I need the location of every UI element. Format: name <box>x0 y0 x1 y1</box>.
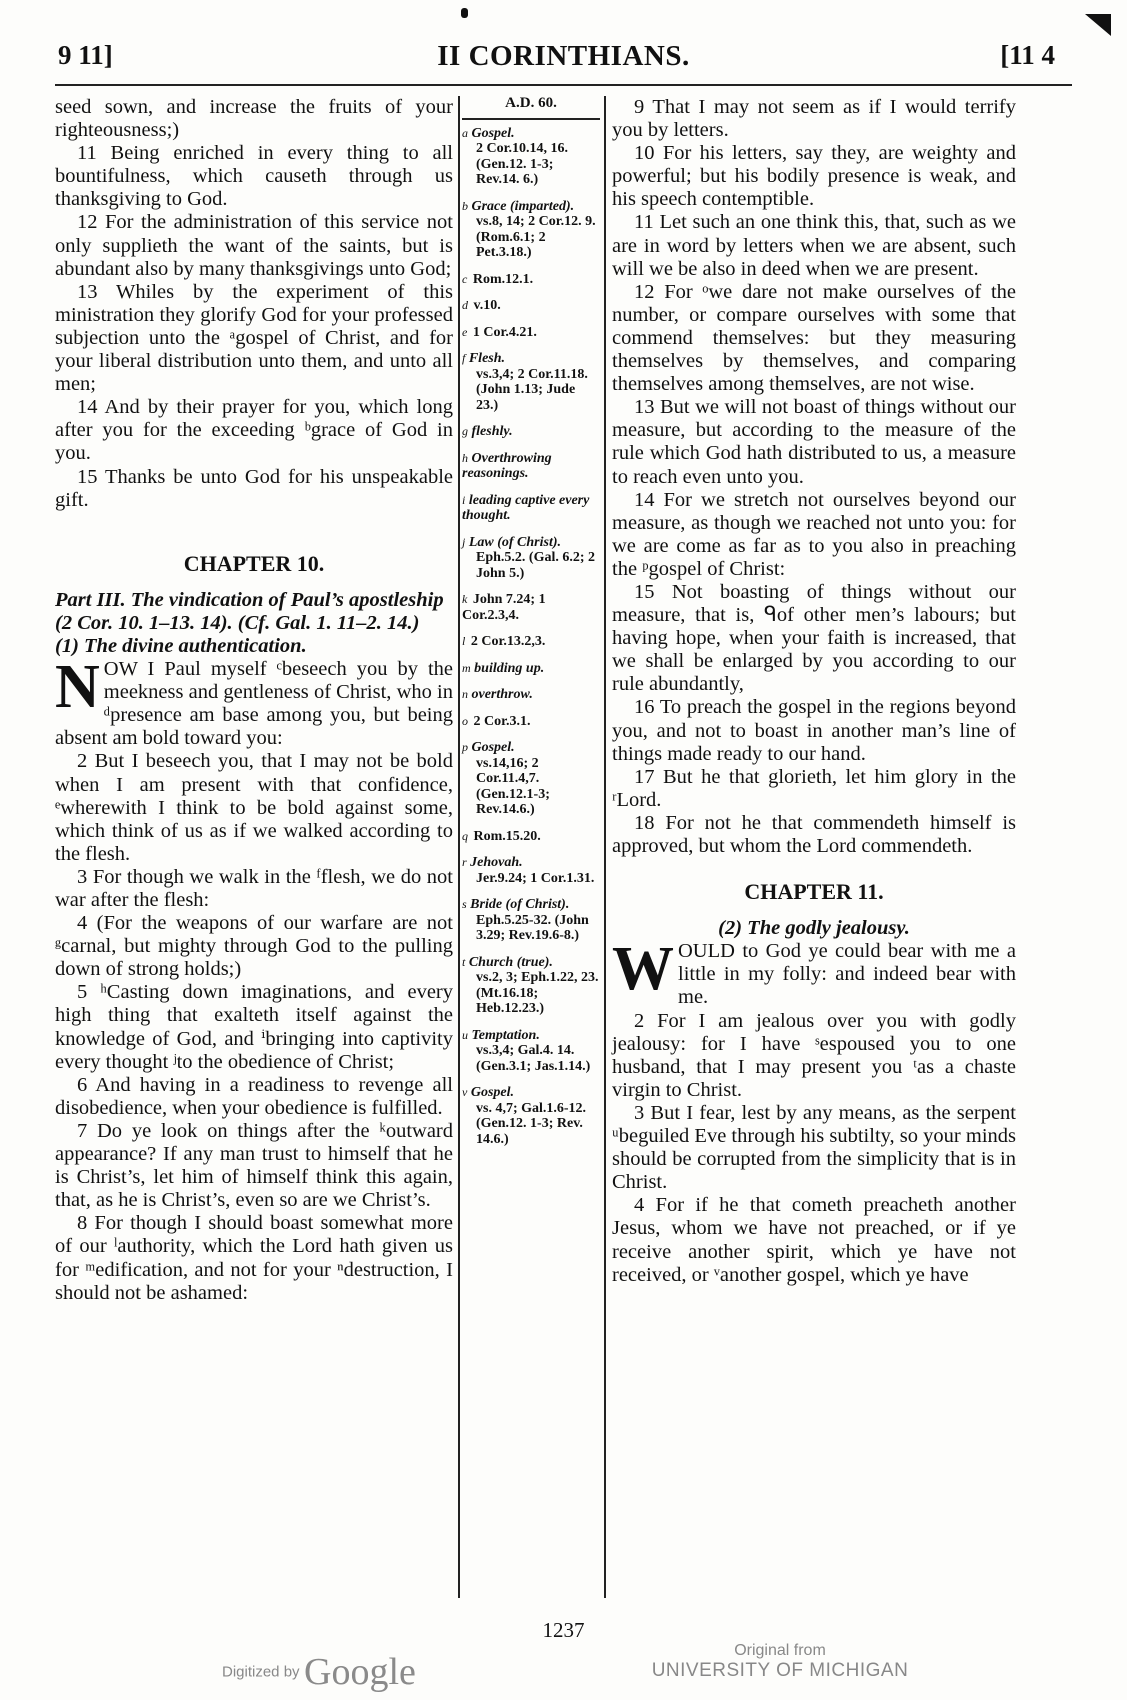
notes-list <box>462 126 600 1148</box>
note-key: b <box>462 198 468 213</box>
margin-note <box>462 714 600 730</box>
margin-note <box>462 325 600 341</box>
note-title: overthrow. <box>471 687 533 702</box>
note-refs: Jer.9.24; 1 Cor.1.31. <box>476 870 595 886</box>
note-key: g <box>462 424 468 438</box>
note-title: leading captive every thought. <box>462 492 590 523</box>
note-key: f <box>462 351 466 365</box>
digitized-by-label: Digitized by <box>222 1663 300 1681</box>
date-label: A.D. 60. <box>462 96 600 120</box>
note-key: d <box>462 298 468 312</box>
verse: 11 Being enriched in every thing to all bountifulness, which causeth through us thanksgiving to God. <box>55 142 453 211</box>
google-logo: Google <box>304 1651 416 1693</box>
verse: 2 But I beseech you, that I may not be bold when I am present with that confidence, ᵉwherewith I think to be bold against some, which think of us as if we walked according to the flesh. <box>55 750 453 865</box>
verse: 15 Not boasting of things without our measure, that is, ᑫof other men’s labours; but having hope, when your faith is increased, that we shall be enlarged by you according to our rule abundantly, <box>612 580 1016 696</box>
ink-mark <box>461 8 468 18</box>
note-title: Jehovah. <box>470 855 523 870</box>
note-key: a <box>462 125 468 140</box>
verse: 3 For though we walk in the ᶠflesh, we do not war after the flesh: <box>55 865 453 911</box>
verse: 14 And by their prayer for you, which long after you for the exceeding ᵇgrace of God in you. <box>55 396 453 465</box>
margin-note <box>462 351 600 413</box>
margin-note <box>462 199 600 261</box>
margin-note <box>462 424 600 440</box>
note-title: Law (of Christ). <box>468 534 562 550</box>
header-right: [11 4 <box>1000 40 1055 70</box>
margin-note <box>462 897 600 944</box>
note-refs: Eph.5.2. (Gal. 6.2; 2 John 5.) <box>476 550 596 581</box>
note-refs: John 7.24; 1 Cor.2.3,4. <box>462 592 546 623</box>
verse: 9 That I may not seem as if I would terrify you by letters. <box>612 96 1016 142</box>
left-column <box>55 96 453 1305</box>
margin-note <box>462 955 600 1017</box>
note-key: i <box>462 492 466 507</box>
verse: 10 For his letters, say they, are weighty and powerful; but his bodily presence is weak, and his speech contemptible. <box>612 142 1016 211</box>
verse: 12 For ᵒwe dare not make ourselves of the number, or compare ourselves with some that commend themselves: but they measuring themselves by themselves, and comparing themselves among themselves, are not wise. <box>612 280 1016 396</box>
note-title: fleshly. <box>471 424 513 439</box>
note-title: Grace (imparted). <box>471 198 575 214</box>
verse: 15 Thanks be unto God for his unspeakable gift. <box>55 465 453 511</box>
note-key: n <box>462 687 468 701</box>
note-refs: v.10. <box>473 298 501 313</box>
section-heading <box>55 635 453 658</box>
running-header <box>0 40 1127 80</box>
margin-note <box>462 829 600 845</box>
verse-line: seed sown, and increase the fruits of your righteousness;) <box>55 96 453 142</box>
note-title: Flesh. <box>468 351 506 366</box>
margin-note <box>462 661 600 677</box>
note-key: c <box>462 271 468 286</box>
verse: 17 But he that glorieth, let him glory in the ʳLord. <box>612 765 1016 811</box>
margin-note <box>462 126 600 188</box>
margin-note <box>462 451 600 482</box>
note-title: building up. <box>474 660 545 676</box>
verse: 8 For though I should boast somewhat more of our ˡauthority, which the Lord hath given us for ᵐedification, and not for your ⁿdestruction, I should not be ashamed: <box>55 1212 453 1304</box>
first-paragraph-text: OW I Paul myself ᶜbeseech you by the meekness and gentleness of Christ, who in ᵈpresence am base among you, but being absent am bold toward you: <box>55 658 453 750</box>
note-title: Gospel. <box>471 740 515 755</box>
verse: 18 For not he that commendeth himself is approved, but whom the Lord commendeth. <box>612 811 1016 857</box>
source-watermark <box>650 1642 910 1682</box>
digitized-by-watermark <box>222 1650 416 1694</box>
verse: 16 To preach the gospel in the regions beyond you, and not to boast in another man’s line of things made ready to our hand. <box>612 696 1016 765</box>
first-paragraph-text: OULD to God ye could bear with me a little in my folly: and indeed bear with me. <box>678 940 1016 1009</box>
verse: 11 Let such an one think this, that, such as we are in word by letters when we are absent, such will we be also in deed when we are present. <box>612 211 1016 280</box>
note-key: u <box>462 1027 468 1042</box>
note-refs: vs.3,4; Gal.4. 14. (Gen.3.1; Jas.1.14.) <box>476 1043 591 1074</box>
note-key: o <box>462 713 468 728</box>
margin-note <box>462 855 600 886</box>
margin-note <box>462 493 600 524</box>
note-key: r <box>462 855 467 869</box>
note-title: Church (true). <box>468 954 553 970</box>
note-refs: vs.14,16; 2 Cor.11.4,7. (Gen.12.1-3; Rev.14.6.) <box>476 755 550 817</box>
verse: 7 Do ye look on things after the ᵏoutward appearance? If any man trust to himself that he is Christ’s, let him of himself think this again, that, as he is Christ’s, even so are we Christ’s. <box>55 1119 453 1212</box>
corner-triangle-icon <box>1085 14 1111 36</box>
original-from-label: Original from <box>734 1642 826 1659</box>
margin-note <box>462 272 600 288</box>
margin-note <box>462 740 600 818</box>
chapter-heading: CHAPTER 11. <box>744 879 884 905</box>
note-refs: 1 Cor.4.21. <box>472 324 537 340</box>
note-refs: vs.8, 14; 2 Cor.12. 9. (Rom.6.1; 2 Pet.3.18.) <box>476 214 596 260</box>
column-divider-right <box>604 96 606 1598</box>
note-refs: 2 Cor.10.14, 16. (Gen.12. 1-3; Rev.14. 6.) <box>476 141 569 187</box>
verse: 2 For I am jealous over you with godly jealousy: for I have ˢespoused you to one husband, that I may present you ᵗas a chaste virgin to Christ. <box>612 1009 1016 1101</box>
note-key: h <box>462 450 468 465</box>
university-label: UNIVERSITY OF MICHIGAN <box>651 1660 909 1681</box>
margin-note <box>462 1028 600 1075</box>
note-key: s <box>462 897 467 911</box>
right-column <box>612 96 1016 1287</box>
note-key: p <box>462 740 468 754</box>
drop-cap: W <box>612 935 674 1004</box>
part-heading: Part III. The vindication of Paul’s apostleship (2 Cor. 10. 1–13. 14). (Cf. Gal. 1. 11–2. 14.) <box>55 588 444 634</box>
page-number: 1237 <box>542 1618 585 1642</box>
note-title: Overthrowing reasonings. <box>462 450 552 481</box>
drop-cap: N <box>55 653 100 722</box>
note-refs: 2 Cor.3.1. <box>473 713 531 729</box>
note-key: t <box>462 954 466 969</box>
verse: 4 For if he that cometh preacheth another Jesus, whom we have not preached, or if ye receive another spirit, which ye have not received, or ᵛanother gospel, which ye have <box>612 1194 1016 1286</box>
verse: 4 (For the weapons of our warfare are not ᵍcarnal, but mighty through God to the pulling down of strong holds;) <box>55 912 453 981</box>
note-refs: vs.2, 3; Eph.1.22, 23.(Mt.16.18; Heb.12.23.) <box>476 970 599 1016</box>
margin-notes <box>462 96 600 1158</box>
note-key: v <box>462 1085 468 1099</box>
verse: 3 But I fear, lest by any means, as the serpent ᵘbeguiled Eve through his subtilty, so your minds should be corrupted from the simplicity that is in Christ. <box>612 1101 1016 1194</box>
margin-note <box>462 298 600 314</box>
note-refs: Eph.5.25-32. (John 3.29; Rev.19.6-8.) <box>476 912 589 943</box>
note-title: Bride (of Christ). <box>470 897 570 912</box>
note-key: m <box>462 660 471 675</box>
note-refs: vs.3,4; 2 Cor.11.18. (John 1.13; Jude 23.) <box>476 366 588 413</box>
verse: 13 Whiles by the experiment of this ministration they glorify God for your professed subjection unto the ᵃgospel of Christ, and for your liberal distribution unto them, and unto all men; <box>55 280 453 396</box>
first-paragraph <box>612 935 1016 1009</box>
header-rule <box>55 84 1072 86</box>
verse: 12 For the administration of this service not only supplieth the want of the saints, but is abundant also by many thanksgivings unto God; <box>55 211 453 280</box>
note-title: Gospel. <box>470 1085 514 1100</box>
note-refs: vs. 4,7; Gal.1.6-12. (Gen.12. 1-3; Rev. 14.6.) <box>476 1100 587 1147</box>
note-key: e <box>462 324 468 339</box>
note-title: Gospel. <box>471 125 515 141</box>
chapter-heading: CHAPTER 10. <box>183 550 325 576</box>
note-refs: Rom.15.20. <box>473 828 541 844</box>
section-heading-text: (1) The divine authentication. <box>55 634 307 657</box>
margin-note <box>462 687 600 703</box>
verse: 14 For we stretch not ourselves beyond our measure, as though we reached not unto you: for we are come as far as to you also in preaching the ᵖgospel of Christ: <box>612 488 1016 580</box>
section-heading-text: (2) The godly jealousy. <box>718 917 910 940</box>
note-key: k <box>462 592 468 606</box>
note-key: j <box>462 534 466 549</box>
margin-note <box>462 535 600 582</box>
column-divider-left <box>458 96 460 1598</box>
header-title: II CORINTHIANS. <box>437 40 690 72</box>
note-refs: Rom.12.1. <box>472 271 534 287</box>
verse: 6 And having in a readiness to revenge all disobedience, when your obedience is fulfilled. <box>55 1073 453 1119</box>
note-key: q <box>462 828 468 843</box>
header-left: 9 11] <box>58 40 113 70</box>
margin-note <box>462 634 600 650</box>
note-title: Temptation. <box>471 1027 540 1043</box>
margin-note <box>462 592 600 623</box>
verse: 5 ʰCasting down imaginations, and every high thing that exalteth itself against the knowledge of God, and ⁱbringing into captivity every thought ʲto the obedience of Christ; <box>55 981 453 1073</box>
verse: 13 But we will not boast of things without our measure, but according to the measure of the rule which God hath distributed to us, a measure to reach even unto you. <box>612 396 1016 488</box>
note-key: l <box>462 634 466 648</box>
note-refs: 2 Cor.13.2,3. <box>470 634 546 649</box>
first-paragraph <box>55 653 453 750</box>
margin-note <box>462 1085 600 1147</box>
